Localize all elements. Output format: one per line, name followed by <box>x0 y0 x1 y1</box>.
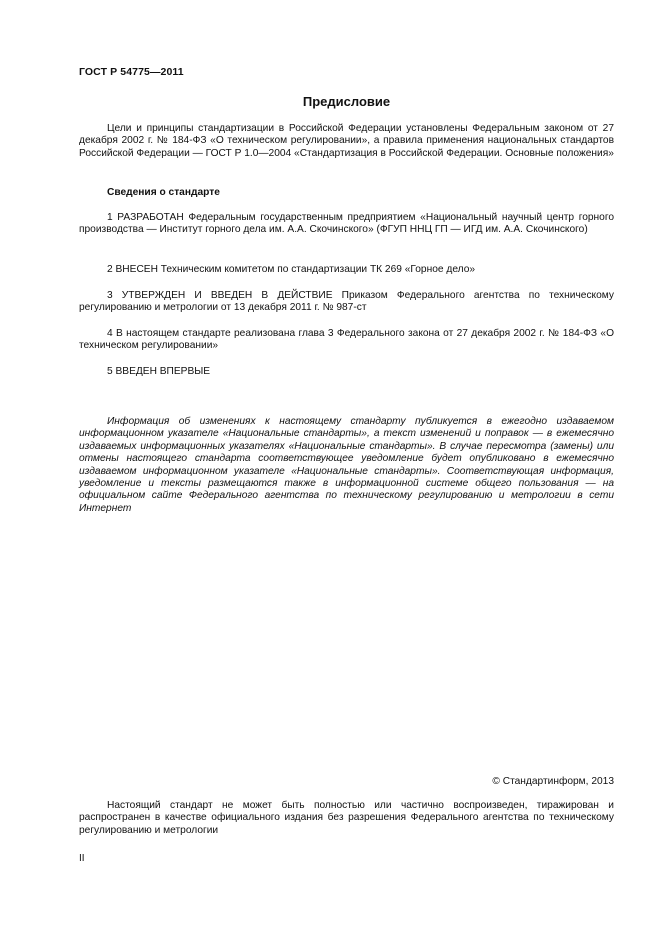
item-developed: 1 РАЗРАБОТАН Федеральным государственным предприятием «Национальный научный центр горного производства — Институт горного дела им. А.А. Скочинского» (ФГУП ННЦ ГП — ИГД им. А.А. Скочинского) <box>79 212 614 236</box>
page-number: II <box>79 853 85 864</box>
item-approved: 3 УТВЕРЖДЕН И ВВЕДЕН В ДЕЙСТВИЕ Приказом Федерального агентства по техническому регулированию и метрологии от 13 декабря 2011 г. № 987-ст <box>79 290 614 314</box>
item-implemented: 4 В настоящем стандарте реализована глава 3 Федерального закона от 27 декабря 2002 г. № 184-ФЗ «О техническом регулировании» <box>79 328 614 352</box>
reproduction-notice: Настоящий стандарт не может быть полностью или частично воспроизведен, тиражирован и распространен в качестве официального издания без разрешения Федерального агентства по техническому регулированию и метрологии <box>79 800 614 836</box>
change-notice: Информация об изменениях к настоящему стандарту публикуется в ежегодно издаваемом информационном указателе «Национальные стандарты», а текст изменений и поправок — в ежемесячно издаваемых информационных указателях «Национальные стандарты». В случае пересмотра (замены) или отмены настоящего стандарта соответствующее уведомление будет опубликовано в ежемесячно издаваемом информационном указателе «Национальные стандарты». Соответствующая информация, уведомление и тексты размещаются также в информационной системе общего пользования — на официальном сайте Федерального агентства по техническому регулированию и метрологии в сети Интернет <box>79 416 614 514</box>
item-first-introduced: 5 ВВЕДЕН ВПЕРВЫЕ <box>107 366 211 377</box>
standard-code: ГОСТ Р 54775—2011 <box>79 66 184 78</box>
info-heading: Сведения о стандарте <box>107 187 220 198</box>
intro-paragraph: Цели и принципы стандартизации в Российской Федерации установлены Федеральным законом от 27 декабря 2002 г. № 184-ФЗ «О техническом регулировании», а правила применения национальных стандартов Российской Федерации — ГОСТ Р 1.0—2004 «Стандартизация в Российской Федерации. Основные положения» <box>79 123 614 159</box>
page-title: Предисловие <box>302 94 391 109</box>
item-introduced: 2 ВНЕСЕН Техническим комитетом по стандартизации ТК 269 «Горное дело» <box>107 264 476 275</box>
copyright-line: © Стандартинформ, 2013 <box>492 776 614 787</box>
